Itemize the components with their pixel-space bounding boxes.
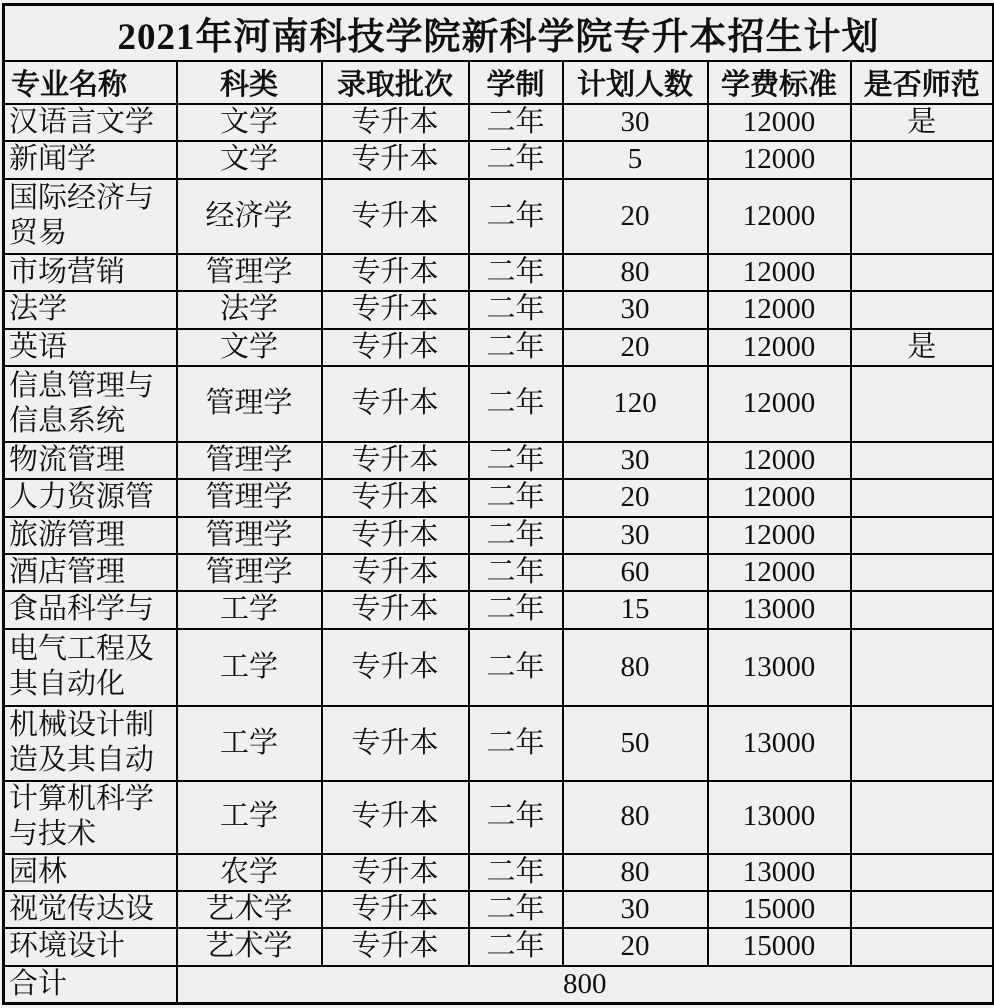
table-header-row <box>4 61 994 104</box>
cell-duration: 二年 <box>469 141 563 178</box>
cell-planned-count: 50 <box>563 706 708 781</box>
table-row <box>4 554 994 591</box>
table-row <box>4 442 994 479</box>
cell-is-normal-major <box>851 629 994 706</box>
cell-duration: 二年 <box>469 781 563 854</box>
cell-admission-batch: 专升本 <box>322 479 469 516</box>
table-row <box>4 366 994 442</box>
cell-major-name: 新闻学 <box>4 141 177 178</box>
cell-duration: 二年 <box>469 329 563 366</box>
cell-planned-count: 20 <box>563 179 708 254</box>
cell-admission-batch: 专升本 <box>322 554 469 591</box>
cell-tuition-standard: 13000 <box>708 854 851 891</box>
col-header-category: 科类 <box>177 61 322 104</box>
cell-is-normal-major <box>851 517 994 554</box>
total-label: 合计 <box>4 966 177 1004</box>
cell-planned-count: 80 <box>563 854 708 891</box>
cell-admission-batch: 专升本 <box>322 928 469 965</box>
cell-planned-count: 5 <box>563 141 708 178</box>
cell-planned-count: 80 <box>563 254 708 291</box>
cell-admission-batch: 专升本 <box>322 629 469 706</box>
cell-duration: 二年 <box>469 891 563 928</box>
cell-is-normal-major: 是 <box>851 329 994 366</box>
col-header-major-name: 专业名称 <box>4 61 177 104</box>
cell-admission-batch: 专升本 <box>322 854 469 891</box>
cell-duration: 二年 <box>469 479 563 516</box>
cell-is-normal-major <box>851 854 994 891</box>
cell-admission-batch: 专升本 <box>322 366 469 442</box>
cell-category: 管理学 <box>177 366 322 442</box>
cell-category: 管理学 <box>177 254 322 291</box>
cell-admission-batch: 专升本 <box>322 179 469 254</box>
cell-planned-count: 30 <box>563 442 708 479</box>
cell-planned-count: 20 <box>563 479 708 516</box>
cell-major-name: 食品科学与 <box>4 591 177 628</box>
cell-major-name: 物流管理 <box>4 442 177 479</box>
cell-planned-count: 15 <box>563 591 708 628</box>
cell-duration: 二年 <box>469 554 563 591</box>
cell-is-normal-major <box>851 554 994 591</box>
cell-tuition-standard: 13000 <box>708 781 851 854</box>
cell-planned-count: 80 <box>563 781 708 854</box>
cell-planned-count: 30 <box>563 291 708 328</box>
cell-is-normal-major <box>851 291 994 328</box>
cell-duration: 二年 <box>469 629 563 706</box>
table-row <box>4 854 994 891</box>
table-body <box>4 104 994 966</box>
cell-tuition-standard: 12000 <box>708 366 851 442</box>
cell-major-name: 人力资源管 <box>4 479 177 516</box>
cell-major-name: 旅游管理 <box>4 517 177 554</box>
cell-is-normal-major <box>851 591 994 628</box>
table-row <box>4 104 994 141</box>
table-row <box>4 141 994 178</box>
cell-category: 管理学 <box>177 517 322 554</box>
cell-admission-batch: 专升本 <box>322 254 469 291</box>
cell-is-normal-major <box>851 928 994 965</box>
table-row <box>4 706 994 781</box>
cell-major-name: 法学 <box>4 291 177 328</box>
cell-category: 文学 <box>177 141 322 178</box>
cell-duration: 二年 <box>469 291 563 328</box>
cell-duration: 二年 <box>469 366 563 442</box>
cell-category: 法学 <box>177 291 322 328</box>
cell-category: 经济学 <box>177 179 322 254</box>
cell-planned-count: 20 <box>563 928 708 965</box>
col-header-tuition-standard: 学费标准 <box>708 61 851 104</box>
col-header-is-normal-major: 是否师范 <box>851 61 994 104</box>
table-row <box>4 329 994 366</box>
cell-category: 管理学 <box>177 442 322 479</box>
cell-admission-batch: 专升本 <box>322 442 469 479</box>
table-row <box>4 517 994 554</box>
title-row <box>4 5 994 62</box>
cell-planned-count: 60 <box>563 554 708 591</box>
cell-admission-batch: 专升本 <box>322 591 469 628</box>
page-title: 2021年河南科技学院新科学院专升本招生计划 <box>4 5 994 62</box>
cell-planned-count: 20 <box>563 329 708 366</box>
cell-is-normal-major <box>851 479 994 516</box>
table-row <box>4 479 994 516</box>
cell-planned-count: 30 <box>563 104 708 141</box>
cell-admission-batch: 专升本 <box>322 141 469 178</box>
cell-duration: 二年 <box>469 254 563 291</box>
table-row <box>4 928 994 965</box>
cell-tuition-standard: 15000 <box>708 891 851 928</box>
cell-duration: 二年 <box>469 928 563 965</box>
cell-tuition-standard: 13000 <box>708 629 851 706</box>
cell-is-normal-major <box>851 141 994 178</box>
cell-category: 工学 <box>177 629 322 706</box>
cell-category: 文学 <box>177 329 322 366</box>
cell-is-normal-major <box>851 254 994 291</box>
table-row <box>4 629 994 706</box>
table-row <box>4 179 994 254</box>
cell-tuition-standard: 12000 <box>708 104 851 141</box>
cell-planned-count: 120 <box>563 366 708 442</box>
cell-major-name: 酒店管理 <box>4 554 177 591</box>
cell-is-normal-major <box>851 442 994 479</box>
cell-tuition-standard: 13000 <box>708 706 851 781</box>
cell-category: 文学 <box>177 104 322 141</box>
cell-category: 农学 <box>177 854 322 891</box>
cell-tuition-standard: 12000 <box>708 254 851 291</box>
cell-is-normal-major <box>851 366 994 442</box>
cell-planned-count: 80 <box>563 629 708 706</box>
total-value: 800 <box>177 966 994 1004</box>
cell-admission-batch: 专升本 <box>322 891 469 928</box>
cell-tuition-standard: 12000 <box>708 479 851 516</box>
cell-major-name: 环境设计 <box>4 928 177 965</box>
table-row <box>4 781 994 854</box>
table-row <box>4 291 994 328</box>
total-row <box>4 966 994 1004</box>
cell-duration: 二年 <box>469 591 563 628</box>
cell-admission-batch: 专升本 <box>322 104 469 141</box>
cell-tuition-standard: 12000 <box>708 141 851 178</box>
table-row <box>4 254 994 291</box>
cell-duration: 二年 <box>469 854 563 891</box>
cell-category: 管理学 <box>177 479 322 516</box>
cell-is-normal-major <box>851 179 994 254</box>
cell-admission-batch: 专升本 <box>322 517 469 554</box>
cell-major-name: 英语 <box>4 329 177 366</box>
cell-tuition-standard: 15000 <box>708 928 851 965</box>
cell-major-name: 汉语言文学 <box>4 104 177 141</box>
cell-duration: 二年 <box>469 179 563 254</box>
cell-major-name: 信息管理与信息系统 <box>4 366 177 442</box>
cell-major-name: 机械设计制造及其自动 <box>4 706 177 781</box>
cell-category: 艺术学 <box>177 928 322 965</box>
cell-is-normal-major: 是 <box>851 104 994 141</box>
cell-major-name: 市场营销 <box>4 254 177 291</box>
table-row <box>4 891 994 928</box>
cell-duration: 二年 <box>469 104 563 141</box>
cell-is-normal-major <box>851 891 994 928</box>
cell-duration: 二年 <box>469 442 563 479</box>
cell-tuition-standard: 13000 <box>708 591 851 628</box>
cell-admission-batch: 专升本 <box>322 706 469 781</box>
cell-tuition-standard: 12000 <box>708 517 851 554</box>
admission-plan-table <box>2 3 994 1005</box>
cell-major-name: 计算机科学与技术 <box>4 781 177 854</box>
cell-tuition-standard: 12000 <box>708 554 851 591</box>
cell-tuition-standard: 12000 <box>708 179 851 254</box>
col-header-planned-count: 计划人数 <box>563 61 708 104</box>
cell-category: 管理学 <box>177 554 322 591</box>
cell-duration: 二年 <box>469 706 563 781</box>
cell-is-normal-major <box>851 706 994 781</box>
cell-admission-batch: 专升本 <box>322 781 469 854</box>
cell-planned-count: 30 <box>563 517 708 554</box>
cell-is-normal-major <box>851 781 994 854</box>
cell-tuition-standard: 12000 <box>708 442 851 479</box>
table-row <box>4 591 994 628</box>
cell-admission-batch: 专升本 <box>322 329 469 366</box>
cell-admission-batch: 专升本 <box>322 291 469 328</box>
cell-category: 艺术学 <box>177 891 322 928</box>
cell-major-name: 视觉传达设 <box>4 891 177 928</box>
col-header-duration: 学制 <box>469 61 563 104</box>
cell-category: 工学 <box>177 781 322 854</box>
cell-category: 工学 <box>177 706 322 781</box>
cell-category: 工学 <box>177 591 322 628</box>
cell-duration: 二年 <box>469 517 563 554</box>
cell-tuition-standard: 12000 <box>708 329 851 366</box>
cell-planned-count: 30 <box>563 891 708 928</box>
cell-major-name: 电气工程及其自动化 <box>4 629 177 706</box>
cell-tuition-standard: 12000 <box>708 291 851 328</box>
cell-major-name: 园林 <box>4 854 177 891</box>
cell-major-name: 国际经济与贸易 <box>4 179 177 254</box>
col-header-admission-batch: 录取批次 <box>322 61 469 104</box>
